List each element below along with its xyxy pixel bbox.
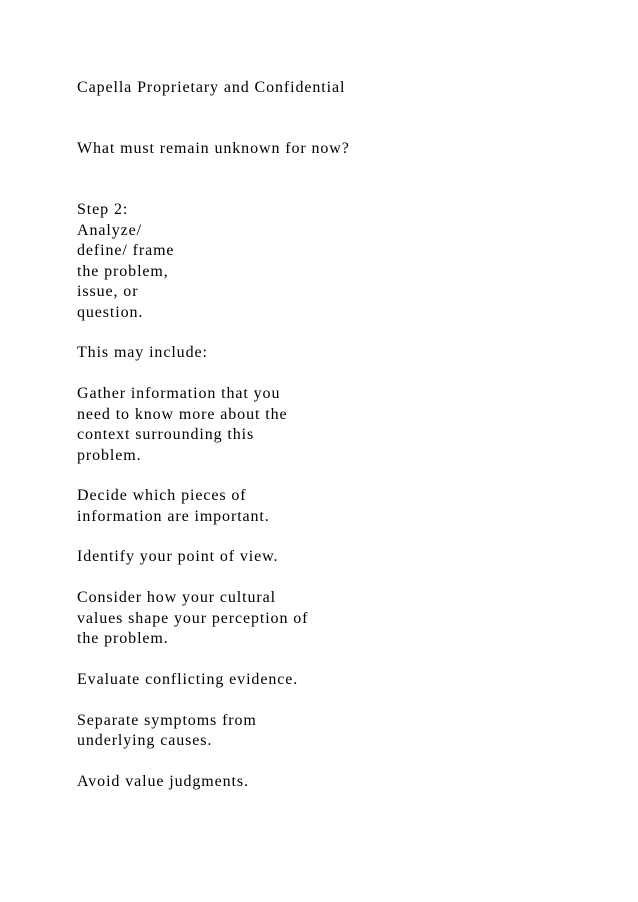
text-line: problem. [77, 447, 142, 464]
text-line: What must remain unknown for now? [77, 140, 350, 157]
step-heading: Step 2: [77, 201, 129, 218]
text-line: Gather information that you [77, 385, 281, 402]
text-line: Avoid value judgments. [77, 773, 249, 790]
text-line: information are important. [77, 508, 270, 525]
text-line: Consider how your cultural [77, 589, 276, 606]
text-line: need to know more about the [77, 406, 288, 423]
text-line: underlying causes. [77, 732, 213, 749]
text-line: Evaluate conflicting evidence. [77, 671, 299, 688]
text-line: Analyze/ [77, 222, 142, 239]
text-line: define/ frame [77, 242, 175, 259]
text-line: issue, or [77, 283, 139, 300]
text-line: Decide which pieces of [77, 487, 247, 504]
footer-confidential-line: Capella Proprietary and Confidential [77, 79, 346, 96]
text-line: This may include: [77, 344, 208, 361]
text-line: question. [77, 304, 144, 321]
text-line: context surrounding this [77, 426, 255, 443]
text-line: the problem. [77, 630, 169, 647]
text-line: the problem, [77, 263, 169, 280]
text-line: Separate symptoms from [77, 712, 257, 729]
text-line: values shape your perception of [77, 610, 309, 627]
text-line-point-of-view: Identify your point of view. [77, 548, 279, 565]
